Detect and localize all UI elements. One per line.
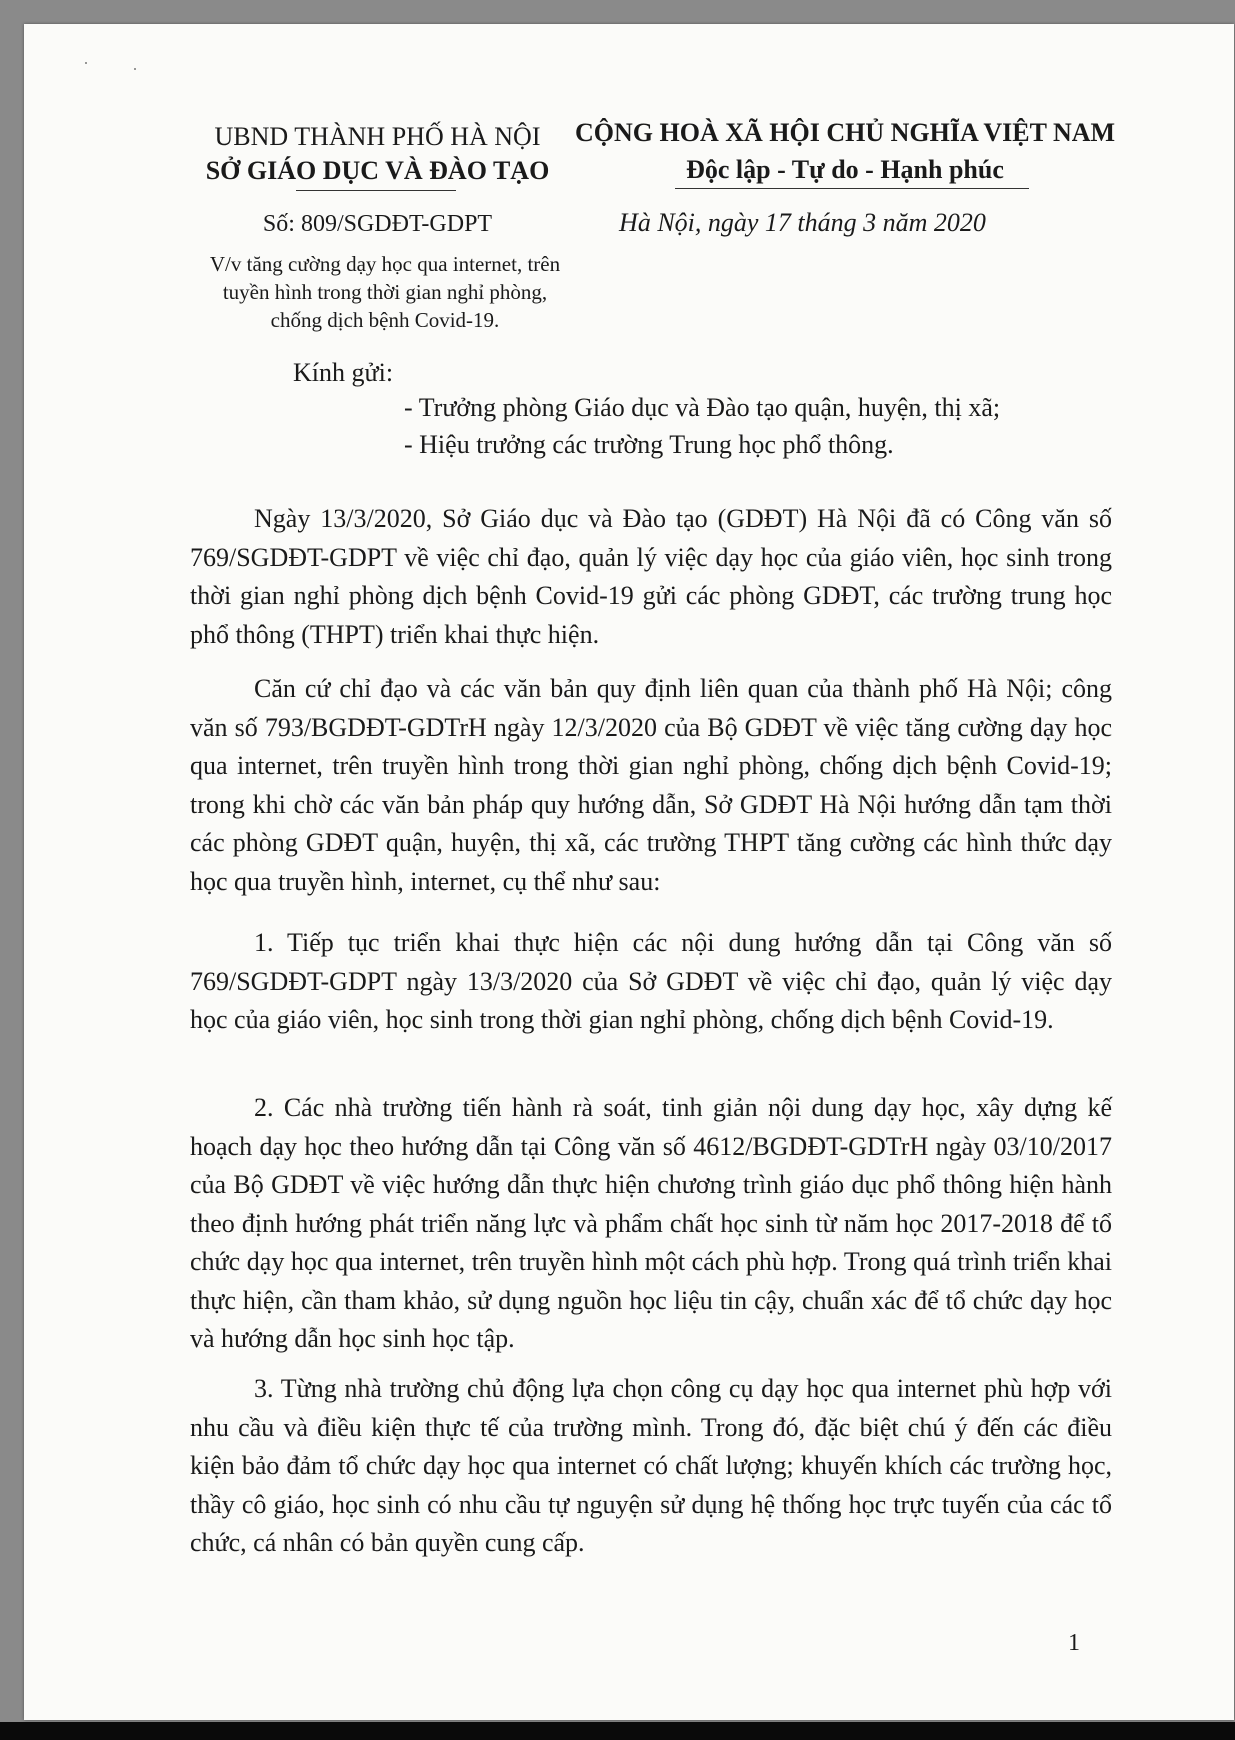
body-paragraph: 2. Các nhà trường tiến hành rà soát, tinh giản nội dung dạy học, xây dựng kế hoạch dạy học theo hướng dẫn tại Công văn số 4612/BGDĐT-GDTrH ngày 03/10/2017 của Bộ GDĐT về việc hướng dẫn thực hiện chương trình giáo dục phổ thông hiện hành theo định hướng phát triển năng lực và phẩm chất học sinh từ năm học 2017-2018 để tổ chức dạy học qua internet, trên truyền hình một cách phù hợp. Trong quá trình triển khai thực hiện, cần tham khảo, sử dụng nguồn học liệu tin cậy, chuẩn xác để tổ chức dạy học và hướng dẫn học sinh học tập. — [190, 1093, 1112, 1353]
scan-speck — [85, 62, 87, 64]
screen-bottom-bar — [0, 1722, 1235, 1740]
body-paragraph: Ngày 13/3/2020, Sở Giáo dục và Đào tạo (GDĐT) Hà Nội đã có Công văn số 769/SGDĐT-GDPT về việc chỉ đạo, quản lý việc dạy học của giáo viên, học sinh trong thời gian nghỉ phòng dịch bệnh Covid-19 gửi các phòng GDĐT, các trường trung học phổ thông (THPT) triển khai thực hiện. — [190, 504, 1112, 649]
scan-speck — [134, 68, 136, 70]
recipient-item: - Hiệu trưởng các trường Trung học phổ thông. — [404, 430, 894, 459]
place-date: Hà Nội, ngày 17 tháng 3 năm 2020 — [619, 208, 986, 237]
document-number: Số: 809/SGDĐT-GDPT — [262, 211, 493, 237]
greeting: Kính gửi: — [293, 358, 394, 387]
issuing-department: SỞ GIÁO DỤC VÀ ĐÀO TẠO — [205, 156, 550, 185]
recipient-item: - Trưởng phòng Giáo dục và Đào tạo quận, huyện, thị xã; — [404, 393, 1001, 422]
body-paragraph: 3. Từng nhà trường chủ động lựa chọn công cụ dạy học qua internet phù hợp với nhu cầu và điều kiện thực tế của trường mình. Trong đó, đặc biệt chú ý đến các điều kiện bảo đảm tổ chức dạy học qua internet có chất lượng; khuyến khích các trường học, thầy cô giáo, học sinh có nhu cầu tự nguyện sử dụng hệ thống học trực tuyến của các tổ chức, cá nhân có bản quyền cung cấp. — [190, 1374, 1112, 1557]
document-subject: V/v tăng cường dạy học qua internet, trên tuyền hình trong thời gian nghỉ phòng, chống dịch bệnh Covid-19. — [209, 252, 561, 332]
issuing-authority: UBND THÀNH PHỐ HÀ NỘI — [214, 122, 541, 151]
page-number: 1 — [1068, 1630, 1080, 1656]
header-right-underline — [675, 188, 1029, 189]
national-title: CỘNG HOÀ XÃ HỘI CHỦ NGHĨA VIỆT NAM — [575, 118, 1116, 147]
national-motto: Độc lập - Tự do - Hạnh phúc — [686, 155, 1004, 184]
body-paragraph: Căn cứ chỉ đạo và các văn bản quy định liên quan của thành phố Hà Nội; công văn số 793/BGDĐT-GDTrH ngày 12/3/2020 của Bộ GDĐT về việc tăng cường dạy học qua internet, trên truyền hình trong thời gian nghỉ phòng, chống dịch bệnh Covid-19; trong khi chờ các văn bản pháp quy hướng dẫn, Sở GDĐT Hà Nội hướng dẫn tạm thời các phòng GDĐT quận, huyện, thị xã, các trường THPT tăng cường các hình thức dạy học qua truyền hình, internet, cụ thể như sau: — [190, 674, 1112, 896]
body-paragraph: 1. Tiếp tục triển khai thực hiện các nội dung hướng dẫn tại Công văn số 769/SGDĐT-GDPT ngày 13/3/2020 của Sở GDĐT về việc chỉ đạo, quản lý việc dạy học của giáo viên, học sinh trong thời gian nghỉ phòng, chống dịch bệnh Covid-19. — [190, 928, 1112, 1034]
header-left-underline — [296, 190, 456, 191]
